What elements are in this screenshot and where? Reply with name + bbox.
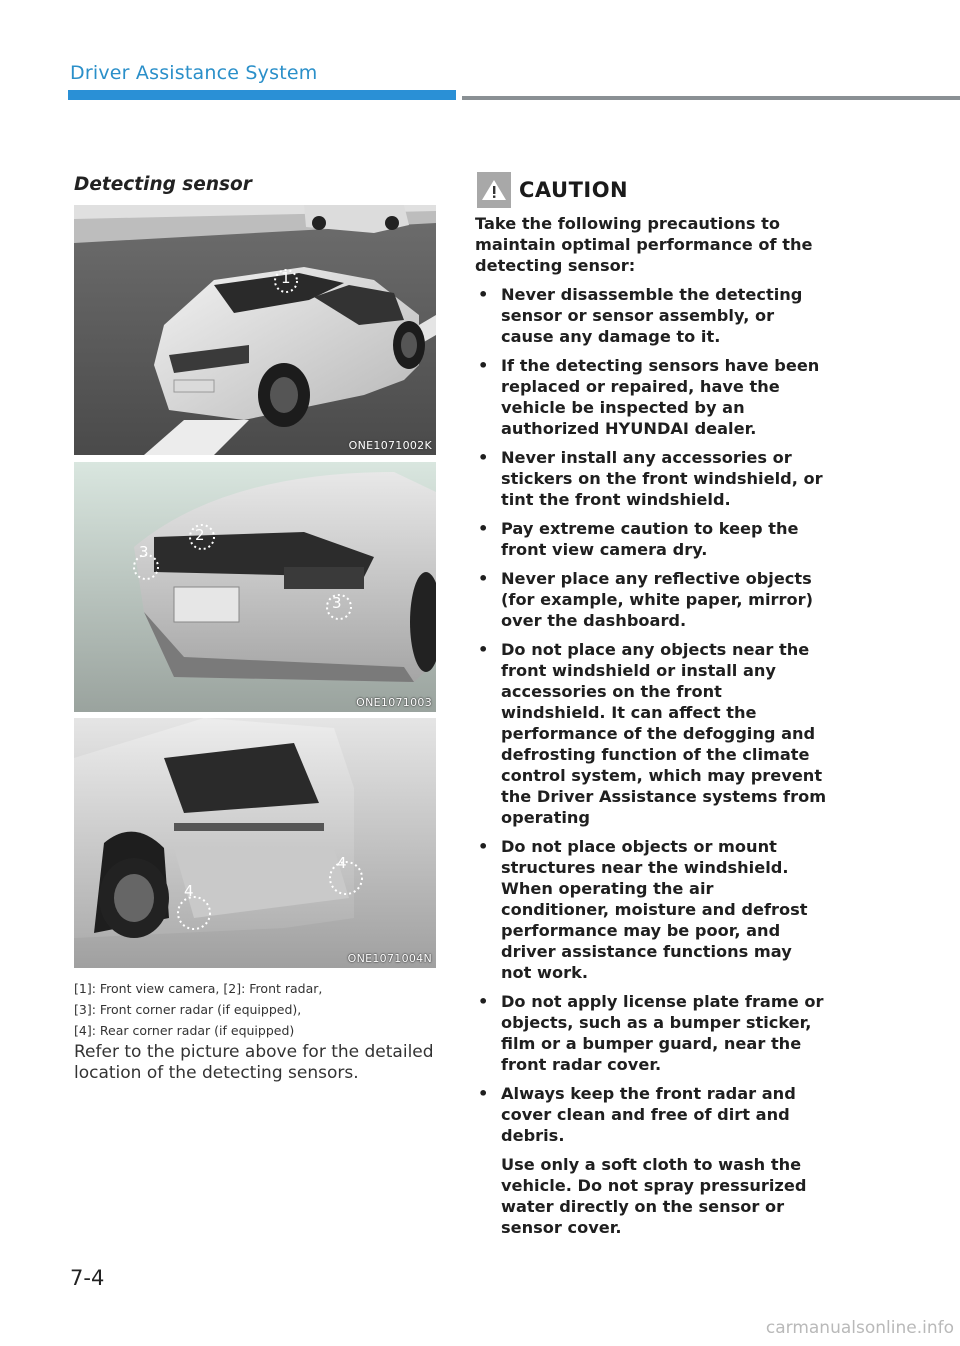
- figure-front-camera: [74, 205, 436, 455]
- figure-code: ONE1071002K: [348, 439, 432, 452]
- section-heading: Detecting sensor: [74, 174, 252, 195]
- list-item-note: Use only a soft cloth to wash the vehicle. Do not spray pressurized water directly on the sensor or sensor cover.: [501, 1155, 807, 1237]
- marker-label: 3: [332, 594, 342, 612]
- header-accent-bar: [68, 90, 456, 100]
- caption-line: [4]: Rear corner radar (if equipped): [74, 1023, 295, 1038]
- caution-body: [475, 213, 827, 1246]
- list-item: • Never install any accessories or stickers on the front windshield, or tint the front windshield.: [475, 447, 827, 510]
- figure-front-radar: [74, 462, 436, 712]
- list-item: • If the detecting sensors have been replaced or repaired, have the vehicle be inspected by an authorized HYUNDAI dealer.: [475, 355, 827, 439]
- warning-triangle-icon: [477, 172, 511, 208]
- marker-label: 1: [281, 269, 291, 287]
- list-item: • Always keep the front radar and cover clean and free of dirt and debris. Use only a soft cloth to wash the vehicle. Do not spray pressurized water directly on the sensor or sensor cover.: [475, 1083, 827, 1238]
- header-rule: [462, 96, 960, 100]
- list-item: • Do not apply license plate frame or objects, such as a bumper sticker, film or a bumper guard, near the front radar cover.: [475, 991, 827, 1075]
- caution-list: [475, 284, 827, 1238]
- section-title: Driver Assistance System: [70, 62, 318, 84]
- figure-caption: [74, 978, 444, 1041]
- marker-label: 2: [195, 526, 205, 544]
- watermark: carmanualsonline.info: [765, 1318, 954, 1338]
- marker-label: 4: [184, 882, 194, 900]
- caption-line: [1]: Front view camera, [2]: Front radar,: [74, 981, 323, 996]
- body-paragraph: Refer to the picture above for the detailed location of the detecting sensors.: [74, 1042, 434, 1083]
- caution-label: CAUTION: [519, 178, 629, 202]
- caption-line: [3]: Front corner radar (if equipped),: [74, 1002, 302, 1017]
- list-item: • Never disassemble the detecting sensor or sensor assembly, or cause any damage to it.: [475, 284, 827, 347]
- car-front-bumper-illustration: [74, 462, 436, 712]
- marker-label: 3: [139, 543, 149, 561]
- marker-label: 4: [337, 854, 347, 872]
- list-item: • Do not place any objects near the front windshield or install any accessories on the front windshield. It can affect the performance of the defogging and defrosting function of the climate control system, which may prevent the Driver Assistance systems from operating: [475, 639, 827, 828]
- caution-header: [477, 172, 628, 208]
- figure-code: ONE1071004N: [347, 952, 432, 965]
- figure-code: ONE1071003: [356, 696, 432, 709]
- list-item: • Do not place objects or mount structures near the windshield. When operating the air conditioner, moisture and defrost performance may be poor, and driver assistance functions may not work.: [475, 836, 827, 983]
- list-item: • Pay extreme caution to keep the front view camera dry.: [475, 518, 827, 560]
- page-number: 7-4: [70, 1266, 105, 1290]
- car-rear-illustration: [74, 718, 436, 968]
- figure-rear-radar: [74, 718, 436, 968]
- car-front-three-quarter-illustration: [74, 205, 436, 455]
- list-item: • Never place any reflective objects (for example, white paper, mirror) over the dashboard.: [475, 568, 827, 631]
- caution-intro: Take the following precautions to maintain optimal performance of the detecting sensor:: [475, 214, 813, 275]
